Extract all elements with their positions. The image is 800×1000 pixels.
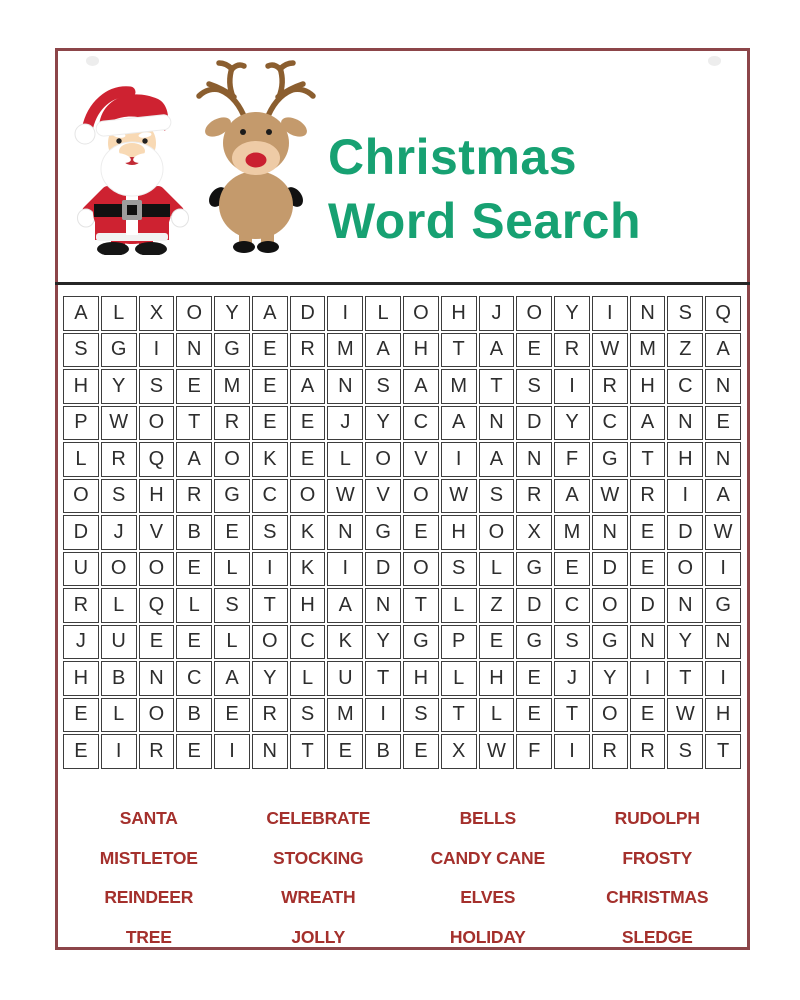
grid-cell-r12-c6: R bbox=[252, 698, 288, 733]
grid-cell-r11-c16: I bbox=[630, 661, 666, 696]
grid-cell-r5-c16: T bbox=[630, 442, 666, 477]
word-list-item: REINDEER bbox=[104, 887, 194, 908]
grid-cell-r7-c17: D bbox=[667, 515, 703, 550]
grid-cell-r12-c8: M bbox=[327, 698, 363, 733]
grid-cell-r2-c18: A bbox=[705, 333, 741, 368]
grid-cell-r3-c9: S bbox=[365, 369, 401, 404]
grid-cell-r8-c2: O bbox=[101, 552, 137, 587]
santa-buckle-center bbox=[127, 205, 137, 215]
word-list-item: SANTA bbox=[119, 808, 178, 829]
word-list-item: WREATH bbox=[281, 887, 356, 908]
page-title-line2: Word Search bbox=[328, 192, 641, 249]
grid-cell-r9-c18: G bbox=[705, 588, 741, 623]
grid-cell-r9-c16: D bbox=[630, 588, 666, 623]
grid-cell-r1-c4: O bbox=[176, 296, 212, 331]
grid-cell-r1-c10: O bbox=[403, 296, 439, 331]
santa-eye-left bbox=[116, 138, 121, 143]
page-title-line1: Christmas bbox=[328, 128, 578, 185]
grid-cell-r2-c17: Z bbox=[667, 333, 703, 368]
grid-cell-r11-c15: Y bbox=[592, 661, 628, 696]
grid-cell-r6-c3: H bbox=[139, 479, 175, 514]
grid-cell-r5-c11: I bbox=[441, 442, 477, 477]
grid-cell-r13-c12: W bbox=[479, 734, 515, 769]
grid-cell-r2-c7: R bbox=[290, 333, 326, 368]
grid-cell-r6-c12: S bbox=[479, 479, 515, 514]
grid-cell-r1-c13: O bbox=[516, 296, 552, 331]
grid-cell-r7-c15: N bbox=[592, 515, 628, 550]
grid-cell-r6-c1: O bbox=[63, 479, 99, 514]
grid-cell-r8-c3: O bbox=[139, 552, 175, 587]
grid-cell-r2-c16: M bbox=[630, 333, 666, 368]
grid-cell-r13-c13: F bbox=[516, 734, 552, 769]
grid-cell-r7-c12: O bbox=[479, 515, 515, 550]
grid-cell-r1-c17: S bbox=[667, 296, 703, 331]
word-list-item: CHRISTMAS bbox=[606, 887, 709, 908]
grid-cell-r8-c12: L bbox=[479, 552, 515, 587]
grid-cell-r9-c11: L bbox=[441, 588, 477, 623]
grid-cell-r1-c8: I bbox=[327, 296, 363, 331]
grid-cell-r4-c13: D bbox=[516, 406, 552, 441]
grid-cell-r1-c11: H bbox=[441, 296, 477, 331]
grid-cell-r7-c1: D bbox=[63, 515, 99, 550]
grid-cell-r6-c10: O bbox=[403, 479, 439, 514]
grid-cell-r2-c13: E bbox=[516, 333, 552, 368]
grid-cell-r13-c6: N bbox=[252, 734, 288, 769]
grid-cell-r10-c9: Y bbox=[365, 625, 401, 660]
word-list-item: MISTLETOE bbox=[99, 847, 198, 868]
grid-cell-r8-c8: I bbox=[327, 552, 363, 587]
grid-cell-r7-c18: W bbox=[705, 515, 741, 550]
grid-cell-r2-c8: M bbox=[327, 333, 363, 368]
grid-cell-r5-c18: N bbox=[705, 442, 741, 477]
word-list-item: CELEBRATE bbox=[266, 808, 371, 829]
grid-cell-r11-c9: T bbox=[365, 661, 401, 696]
grid-cell-r10-c13: G bbox=[516, 625, 552, 660]
grid-cell-r8-c18: I bbox=[705, 552, 741, 587]
grid-cell-r6-c4: R bbox=[176, 479, 212, 514]
grid-cell-r10-c6: O bbox=[252, 625, 288, 660]
word-search-grid bbox=[63, 296, 741, 769]
grid-cell-r9-c6: T bbox=[252, 588, 288, 623]
grid-cell-r10-c18: N bbox=[705, 625, 741, 660]
grid-cell-r7-c10: E bbox=[403, 515, 439, 550]
grid-cell-r11-c13: E bbox=[516, 661, 552, 696]
grid-cell-r13-c10: E bbox=[403, 734, 439, 769]
grid-cell-r1-c3: X bbox=[139, 296, 175, 331]
grid-cell-r10-c3: E bbox=[139, 625, 175, 660]
grid-cell-r12-c2: L bbox=[101, 698, 137, 733]
grid-cell-r12-c17: W bbox=[667, 698, 703, 733]
grid-cell-r4-c12: N bbox=[479, 406, 515, 441]
santa-glove-left bbox=[78, 209, 95, 227]
grid-cell-r7-c8: N bbox=[327, 515, 363, 550]
grid-cell-r7-c5: E bbox=[214, 515, 250, 550]
grid-cell-r5-c1: L bbox=[63, 442, 99, 477]
grid-cell-r5-c8: L bbox=[327, 442, 363, 477]
grid-cell-r3-c1: H bbox=[63, 369, 99, 404]
grid-cell-r13-c7: T bbox=[290, 734, 326, 769]
page-title bbox=[328, 125, 738, 253]
grid-cell-r9-c8: A bbox=[327, 588, 363, 623]
grid-cell-r4-c15: C bbox=[592, 406, 628, 441]
grid-cell-r12-c1: E bbox=[63, 698, 99, 733]
word-list-item: STOCKING bbox=[273, 847, 364, 868]
faint-corner-mark-left bbox=[86, 56, 99, 66]
grid-cell-r13-c8: E bbox=[327, 734, 363, 769]
grid-cell-r4-c3: O bbox=[139, 406, 175, 441]
faint-corner-mark-right bbox=[708, 56, 721, 66]
reindeer-red-nose bbox=[246, 153, 267, 168]
grid-cell-r9-c3: Q bbox=[139, 588, 175, 623]
grid-cell-r13-c4: E bbox=[176, 734, 212, 769]
word-list-item: FROSTY bbox=[622, 847, 693, 868]
grid-cell-r8-c6: I bbox=[252, 552, 288, 587]
reindeer-eye-right bbox=[266, 129, 272, 135]
grid-cell-r13-c18: T bbox=[705, 734, 741, 769]
grid-cell-r9-c4: L bbox=[176, 588, 212, 623]
grid-cell-r11-c17: T bbox=[667, 661, 703, 696]
rudolph-reindeer-illustration bbox=[192, 59, 320, 255]
grid-cell-r3-c12: T bbox=[479, 369, 515, 404]
grid-cell-r7-c7: K bbox=[290, 515, 326, 550]
grid-cell-r5-c13: N bbox=[516, 442, 552, 477]
grid-cell-r2-c4: N bbox=[176, 333, 212, 368]
grid-cell-r12-c4: B bbox=[176, 698, 212, 733]
grid-cell-r4-c4: T bbox=[176, 406, 212, 441]
grid-cell-r5-c3: Q bbox=[139, 442, 175, 477]
grid-cell-r4-c9: Y bbox=[365, 406, 401, 441]
grid-cell-r3-c5: M bbox=[214, 369, 250, 404]
grid-cell-r4-c8: J bbox=[327, 406, 363, 441]
grid-cell-r9-c2: L bbox=[101, 588, 137, 623]
grid-cell-r2-c10: H bbox=[403, 333, 439, 368]
grid-cell-r8-c7: K bbox=[290, 552, 326, 587]
grid-cell-r12-c11: T bbox=[441, 698, 477, 733]
grid-cell-r13-c11: X bbox=[441, 734, 477, 769]
grid-cell-r3-c11: M bbox=[441, 369, 477, 404]
grid-cell-r11-c2: B bbox=[101, 661, 137, 696]
grid-cell-r3-c16: H bbox=[630, 369, 666, 404]
grid-cell-r13-c9: B bbox=[365, 734, 401, 769]
grid-cell-r2-c3: I bbox=[139, 333, 175, 368]
grid-cell-r5-c6: K bbox=[252, 442, 288, 477]
grid-cell-r1-c12: J bbox=[479, 296, 515, 331]
grid-cell-r11-c7: L bbox=[290, 661, 326, 696]
grid-cell-r7-c14: M bbox=[554, 515, 590, 550]
grid-cell-r10-c15: G bbox=[592, 625, 628, 660]
grid-cell-r3-c2: Y bbox=[101, 369, 137, 404]
grid-cell-r1-c9: L bbox=[365, 296, 401, 331]
reindeer-hoof-right bbox=[257, 241, 279, 253]
grid-cell-r6-c6: C bbox=[252, 479, 288, 514]
grid-cell-r9-c7: H bbox=[290, 588, 326, 623]
grid-cell-r1-c14: Y bbox=[554, 296, 590, 331]
grid-cell-r5-c4: A bbox=[176, 442, 212, 477]
grid-cell-r8-c5: L bbox=[214, 552, 250, 587]
grid-cell-r6-c8: W bbox=[327, 479, 363, 514]
grid-cell-r11-c12: H bbox=[479, 661, 515, 696]
reindeer-eye-left bbox=[240, 129, 246, 135]
grid-cell-r5-c2: R bbox=[101, 442, 137, 477]
grid-cell-r6-c2: S bbox=[101, 479, 137, 514]
grid-cell-r13-c3: R bbox=[139, 734, 175, 769]
grid-cell-r8-c16: E bbox=[630, 552, 666, 587]
grid-cell-r6-c13: R bbox=[516, 479, 552, 514]
grid-cell-r8-c11: S bbox=[441, 552, 477, 587]
grid-cell-r3-c7: A bbox=[290, 369, 326, 404]
grid-cell-r3-c6: E bbox=[252, 369, 288, 404]
grid-cell-r1-c2: L bbox=[101, 296, 137, 331]
grid-cell-r3-c13: S bbox=[516, 369, 552, 404]
grid-cell-r9-c14: C bbox=[554, 588, 590, 623]
grid-cell-r4-c16: A bbox=[630, 406, 666, 441]
grid-cell-r2-c15: W bbox=[592, 333, 628, 368]
grid-cell-r6-c15: W bbox=[592, 479, 628, 514]
grid-cell-r6-c18: A bbox=[705, 479, 741, 514]
grid-cell-r11-c4: C bbox=[176, 661, 212, 696]
grid-cell-r11-c11: L bbox=[441, 661, 477, 696]
grid-cell-r1-c1: A bbox=[63, 296, 99, 331]
grid-cell-r10-c5: L bbox=[214, 625, 250, 660]
grid-cell-r7-c3: V bbox=[139, 515, 175, 550]
grid-cell-r7-c6: S bbox=[252, 515, 288, 550]
santa-glove-right bbox=[172, 209, 189, 227]
grid-cell-r11-c8: U bbox=[327, 661, 363, 696]
grid-cell-r12-c10: S bbox=[403, 698, 439, 733]
grid-cell-r12-c12: L bbox=[479, 698, 515, 733]
word-list-item: CANDY CANE bbox=[430, 847, 545, 868]
grid-cell-r4-c17: N bbox=[667, 406, 703, 441]
reindeer-body bbox=[219, 171, 293, 239]
grid-cell-r8-c9: D bbox=[365, 552, 401, 587]
grid-cell-r3-c18: N bbox=[705, 369, 741, 404]
grid-cell-r7-c2: J bbox=[101, 515, 137, 550]
grid-cell-r5-c9: O bbox=[365, 442, 401, 477]
grid-cell-r6-c17: I bbox=[667, 479, 703, 514]
grid-cell-r6-c11: W bbox=[441, 479, 477, 514]
grid-cell-r3-c14: I bbox=[554, 369, 590, 404]
grid-cell-r8-c1: U bbox=[63, 552, 99, 587]
grid-cell-r1-c6: A bbox=[252, 296, 288, 331]
grid-cell-r2-c1: S bbox=[63, 333, 99, 368]
grid-cell-r12-c16: E bbox=[630, 698, 666, 733]
grid-cell-r5-c10: V bbox=[403, 442, 439, 477]
grid-cell-r4-c18: E bbox=[705, 406, 741, 441]
grid-cell-r9-c12: Z bbox=[479, 588, 515, 623]
grid-cell-r8-c10: O bbox=[403, 552, 439, 587]
grid-cell-r11-c18: I bbox=[705, 661, 741, 696]
grid-cell-r10-c8: K bbox=[327, 625, 363, 660]
grid-cell-r13-c2: I bbox=[101, 734, 137, 769]
grid-cell-r7-c13: X bbox=[516, 515, 552, 550]
grid-cell-r13-c16: R bbox=[630, 734, 666, 769]
grid-cell-r2-c2: G bbox=[101, 333, 137, 368]
word-list-item: BELLS bbox=[459, 808, 516, 829]
grid-cell-r10-c17: Y bbox=[667, 625, 703, 660]
grid-cell-r9-c9: N bbox=[365, 588, 401, 623]
grid-cell-r8-c15: D bbox=[592, 552, 628, 587]
grid-cell-r12-c18: H bbox=[705, 698, 741, 733]
grid-cell-r1-c18: Q bbox=[705, 296, 741, 331]
grid-cell-r9-c17: N bbox=[667, 588, 703, 623]
grid-cell-r9-c15: O bbox=[592, 588, 628, 623]
grid-cell-r2-c6: E bbox=[252, 333, 288, 368]
grid-cell-r3-c17: C bbox=[667, 369, 703, 404]
reindeer-hoof-left bbox=[233, 241, 255, 253]
grid-cell-r13-c1: E bbox=[63, 734, 99, 769]
grid-cell-r1-c16: N bbox=[630, 296, 666, 331]
grid-cell-r8-c4: E bbox=[176, 552, 212, 587]
grid-cell-r5-c5: O bbox=[214, 442, 250, 477]
grid-cell-r10-c16: N bbox=[630, 625, 666, 660]
grid-cell-r10-c1: J bbox=[63, 625, 99, 660]
grid-cell-r4-c7: E bbox=[290, 406, 326, 441]
grid-cell-r13-c5: I bbox=[214, 734, 250, 769]
grid-cell-r13-c14: I bbox=[554, 734, 590, 769]
grid-cell-r3-c15: R bbox=[592, 369, 628, 404]
word-list-item: ELVES bbox=[460, 887, 516, 908]
grid-cell-r7-c4: B bbox=[176, 515, 212, 550]
word-list-item: TREE bbox=[125, 926, 172, 947]
grid-cell-r4-c6: E bbox=[252, 406, 288, 441]
santa-claus-illustration bbox=[72, 85, 194, 255]
grid-cell-r6-c9: V bbox=[365, 479, 401, 514]
grid-cell-r12-c3: O bbox=[139, 698, 175, 733]
grid-cell-r12-c13: E bbox=[516, 698, 552, 733]
grid-cell-r3-c8: N bbox=[327, 369, 363, 404]
grid-cell-r6-c5: G bbox=[214, 479, 250, 514]
grid-cell-r10-c14: S bbox=[554, 625, 590, 660]
grid-cell-r12-c5: E bbox=[214, 698, 250, 733]
grid-cell-r11-c10: H bbox=[403, 661, 439, 696]
grid-cell-r12-c15: O bbox=[592, 698, 628, 733]
grid-cell-r7-c16: E bbox=[630, 515, 666, 550]
grid-cell-r3-c4: E bbox=[176, 369, 212, 404]
grid-cell-r8-c14: E bbox=[554, 552, 590, 587]
word-list-item: HOLIDAY bbox=[449, 926, 526, 947]
grid-cell-r5-c7: E bbox=[290, 442, 326, 477]
grid-cell-r6-c14: A bbox=[554, 479, 590, 514]
grid-cell-r1-c15: I bbox=[592, 296, 628, 331]
grid-cell-r3-c10: A bbox=[403, 369, 439, 404]
grid-cell-r7-c9: G bbox=[365, 515, 401, 550]
grid-cell-r5-c17: H bbox=[667, 442, 703, 477]
grid-cell-r12-c7: S bbox=[290, 698, 326, 733]
word-list-item: RUDOLPH bbox=[614, 808, 700, 829]
grid-cell-r13-c15: R bbox=[592, 734, 628, 769]
grid-cell-r9-c5: S bbox=[214, 588, 250, 623]
grid-cell-r11-c14: J bbox=[554, 661, 590, 696]
grid-cell-r2-c14: R bbox=[554, 333, 590, 368]
grid-cell-r9-c10: T bbox=[403, 588, 439, 623]
grid-cell-r4-c5: R bbox=[214, 406, 250, 441]
grid-cell-r4-c11: A bbox=[441, 406, 477, 441]
grid-cell-r5-c14: F bbox=[554, 442, 590, 477]
grid-cell-r4-c10: C bbox=[403, 406, 439, 441]
santa-hat-pompom bbox=[75, 124, 95, 144]
grid-cell-r6-c16: R bbox=[630, 479, 666, 514]
grid-cell-r10-c11: P bbox=[441, 625, 477, 660]
grid-cell-r2-c12: A bbox=[479, 333, 515, 368]
grid-cell-r2-c9: A bbox=[365, 333, 401, 368]
grid-cell-r11-c6: Y bbox=[252, 661, 288, 696]
grid-cell-r7-c11: H bbox=[441, 515, 477, 550]
grid-cell-r5-c15: G bbox=[592, 442, 628, 477]
header-divider-line bbox=[55, 282, 750, 285]
grid-cell-r9-c13: D bbox=[516, 588, 552, 623]
grid-cell-r12-c9: I bbox=[365, 698, 401, 733]
grid-cell-r11-c5: A bbox=[214, 661, 250, 696]
grid-cell-r4-c1: P bbox=[63, 406, 99, 441]
grid-cell-r10-c10: G bbox=[403, 625, 439, 660]
grid-cell-r2-c5: G bbox=[214, 333, 250, 368]
grid-cell-r1-c7: D bbox=[290, 296, 326, 331]
grid-cell-r3-c3: S bbox=[139, 369, 175, 404]
grid-cell-r11-c1: H bbox=[63, 661, 99, 696]
grid-cell-r5-c12: A bbox=[479, 442, 515, 477]
grid-cell-r13-c17: S bbox=[667, 734, 703, 769]
grid-cell-r8-c17: O bbox=[667, 552, 703, 587]
grid-cell-r11-c3: N bbox=[139, 661, 175, 696]
grid-cell-r9-c1: R bbox=[63, 588, 99, 623]
santa-eye-right bbox=[142, 138, 147, 143]
grid-cell-r6-c7: O bbox=[290, 479, 326, 514]
word-list-item: JOLLY bbox=[291, 926, 346, 947]
grid-cell-r10-c4: E bbox=[176, 625, 212, 660]
word-list bbox=[64, 799, 742, 957]
grid-cell-r12-c14: T bbox=[554, 698, 590, 733]
grid-cell-r4-c2: W bbox=[101, 406, 137, 441]
grid-cell-r4-c14: Y bbox=[554, 406, 590, 441]
word-list-item: SLEDGE bbox=[621, 926, 693, 947]
grid-cell-r10-c7: C bbox=[290, 625, 326, 660]
page-border-frame bbox=[55, 48, 750, 950]
grid-cell-r1-c5: Y bbox=[214, 296, 250, 331]
grid-cell-r10-c2: U bbox=[101, 625, 137, 660]
grid-cell-r2-c11: T bbox=[441, 333, 477, 368]
grid-cell-r10-c12: E bbox=[479, 625, 515, 660]
grid-cell-r8-c13: G bbox=[516, 552, 552, 587]
